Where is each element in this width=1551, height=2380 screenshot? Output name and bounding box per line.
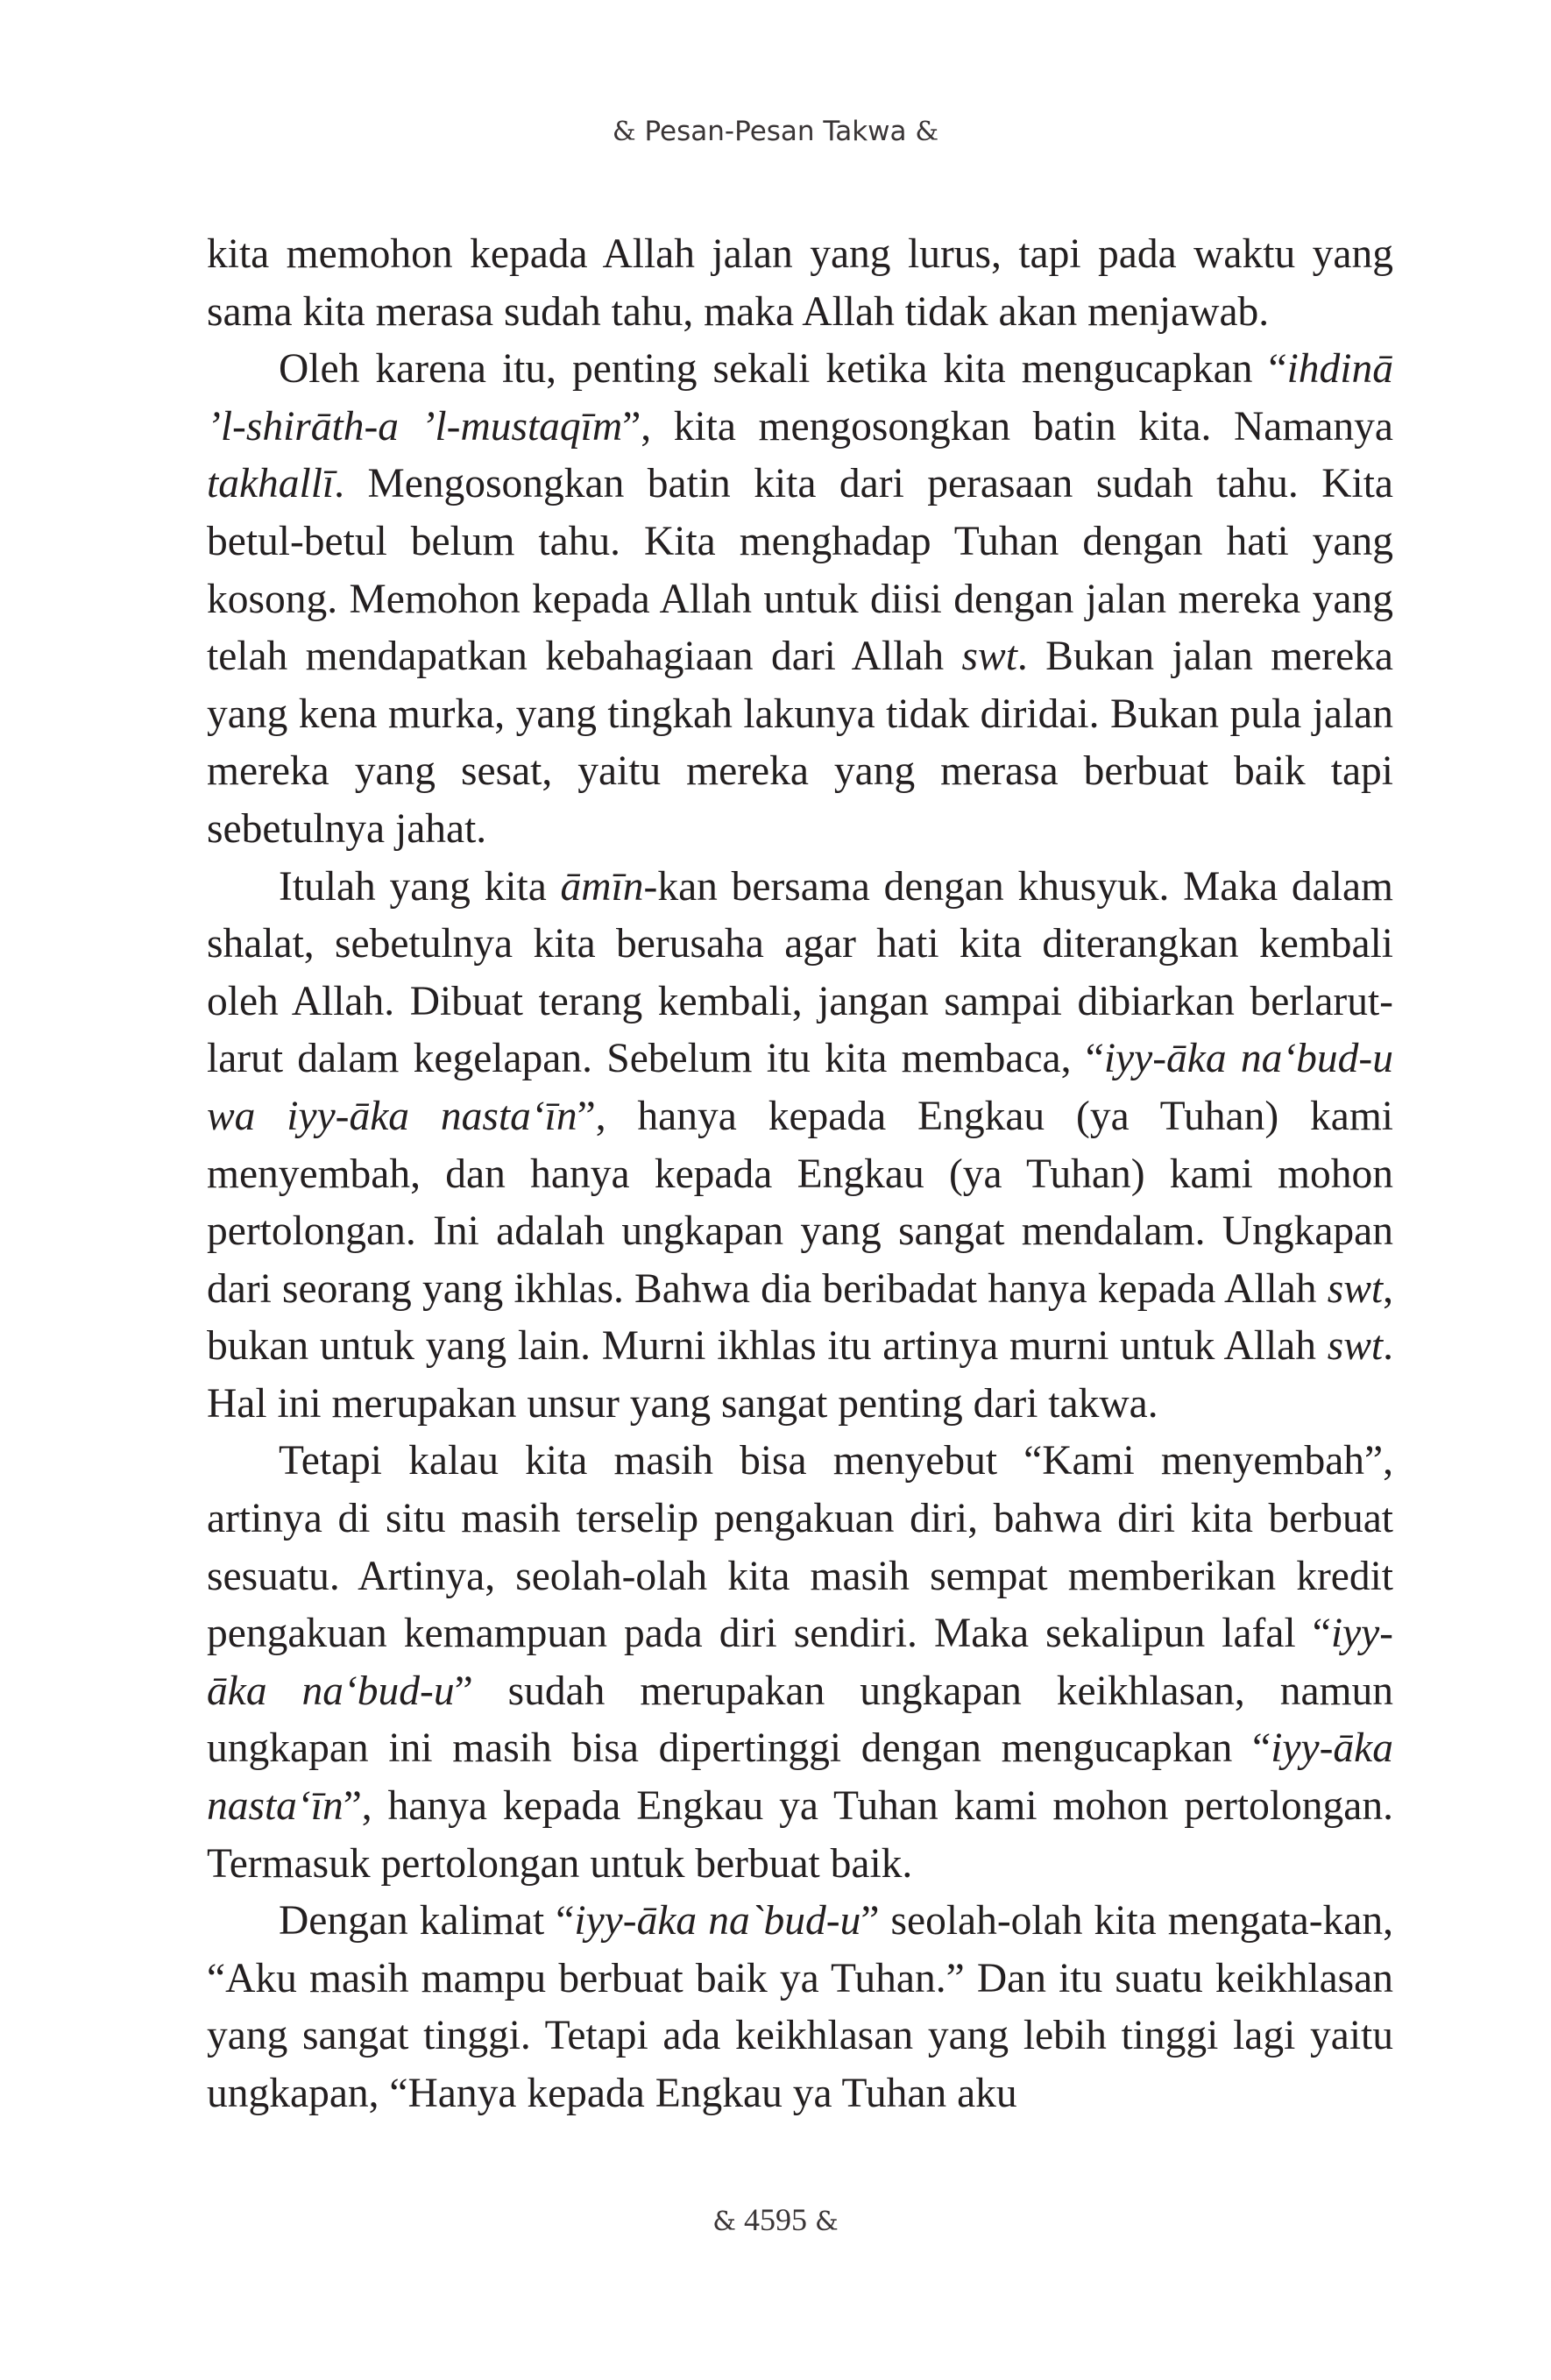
ornament-right-icon: & <box>815 2206 839 2237</box>
page-number: 4595 <box>744 2202 807 2237</box>
running-head <box>0 116 1551 147</box>
ornament-left-icon: & <box>712 2206 736 2237</box>
running-head-title: Pesan-Pesan Takwa <box>644 116 907 147</box>
paragraph: Itulah yang kita āmīn-kan bersama dengan khusyuk. Maka dalam shalat, sebetulnya kita berusaha agar hati kita diterangkan kembali oleh Allah. Dibuat terang kembali, jangan sampai dibiarkan berlarut-larut dalam kegelapan. Sebelum itu kita membaca, “iyy-āka na‘bud-u wa iyy-āka nasta‘īn”, hanya kepada Engkau (ya Tuhan) kami menyembah, dan hanya kepada Engkau (ya Tuhan) kami mohon pertolongan. Ini adalah ungkapan yang sangat mendalam. Ungkapan dari seorang yang ikhlas. Bahwa dia beribadat hanya kepada Allah swt, bukan untuk yang lain. Murni ikhlas itu artinya murni untuk Allah swt. Hal ini merupakan unsur yang sangat penting dari takwa. <box>207 863 1393 1427</box>
ornament-right-icon: & <box>915 117 939 147</box>
paragraph: kita memohon kepada Allah jalan yang lurus, tapi pada waktu yang sama kita merasa sudah tahu, maka Allah tidak akan menjawab. <box>207 231 1393 335</box>
paragraph: Dengan kalimat “iyy-āka na`bud-u” seolah-olah kita mengata-kan, “Aku masih mampu berbuat baik ya Tuhan.” Dan itu suatu keikhlasan yang sangat tinggi. Tetapi ada keikhlasan yang lebih tinggi lagi yaitu ungkapan, “Hanya kepada Engkau ya Tuhan aku <box>207 1898 1393 2116</box>
paragraph: Tetapi kalau kita masih bisa menyebut “Kami menyembah”, artinya di situ masih terselip pengakuan diri, bahwa diri kita berbuat sesuatu. Artinya, seolah-olah kita masih sempat memberikan kredit pengakuan kemampuan pada diri sendiri. Maka sekalipun lafal “iyy-āka na‘bud-u” sudah merupakan ungkapan keikhlasan, namun ungkapan ini masih bisa dipertinggi dengan mengucapkan “iyy-āka nasta‘īn”, hanya kepada Engkau ya Tuhan kami mohon pertolongan. Termasuk pertolongan untuk berbuat baik. <box>207 1438 1393 1887</box>
ornament-left-icon: & <box>612 117 636 147</box>
paragraph: Oleh karena itu, penting sekali ketika kita mengucapkan “ihdinā ’l-shirāth-a ’l-mustaqīm”, kita mengosongkan batin kita. Namanya takhallī. Mengosongkan batin kita dari perasaan sudah tahu. Kita betul-betul belum tahu. Kita menghadap Tuhan dengan hati yang kosong. Memohon kepada Allah untuk diisi dengan jalan mereka yang telah mendapatkan kebahagiaan dari Allah swt. Bukan jalan mereka yang kena murka, yang tingkah lakunya tidak diridai. Bukan pula jalan mereka yang sesat, yaitu mereka yang merasa berbuat baik tapi sebetulnya jahat. <box>207 346 1394 852</box>
page-footer <box>0 2201 1551 2238</box>
body-text <box>207 226 1393 2123</box>
